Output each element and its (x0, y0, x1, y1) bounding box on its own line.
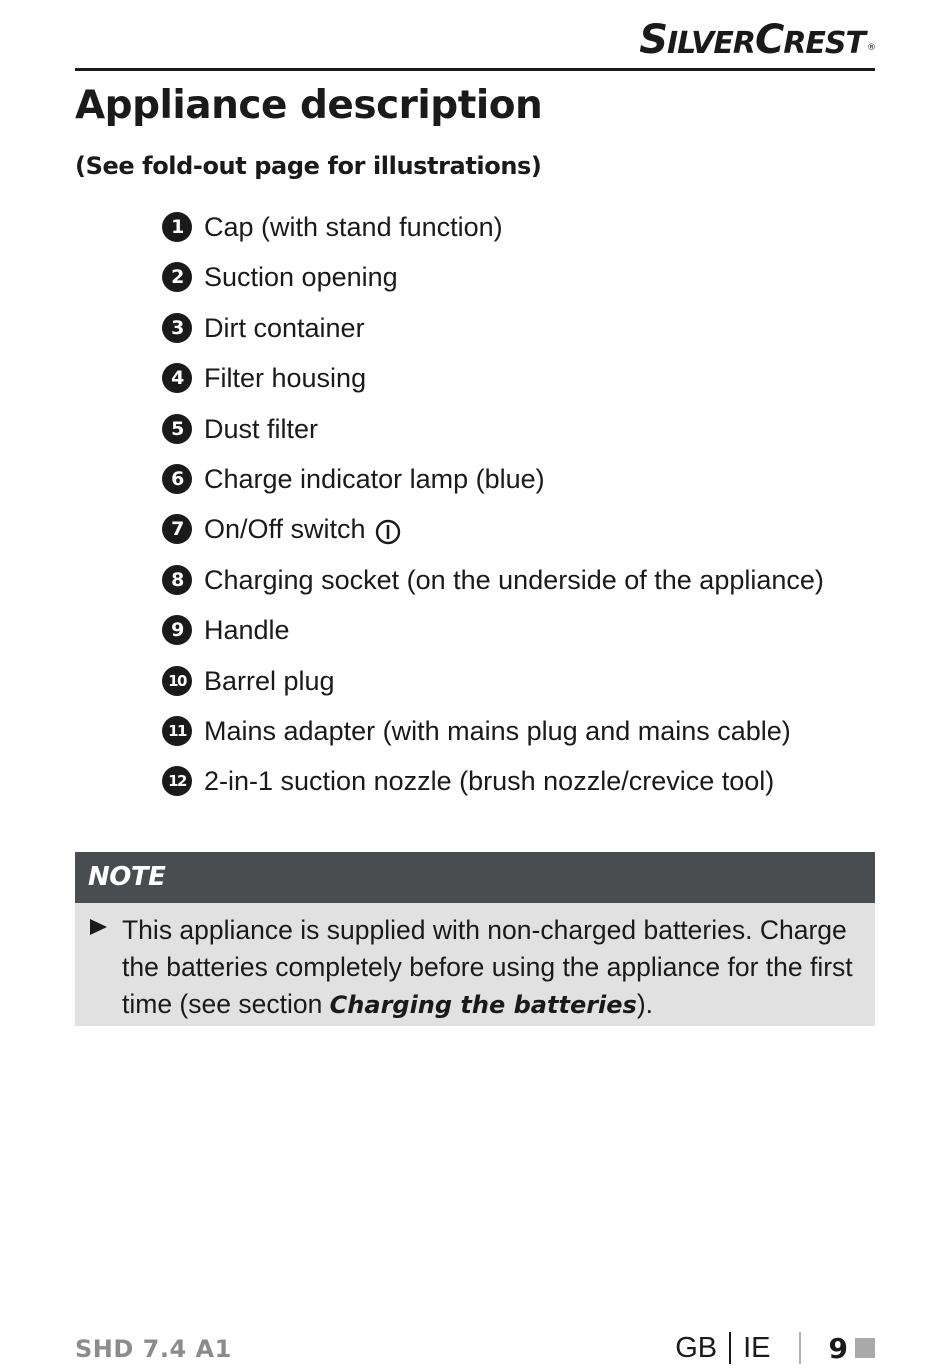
footer-page-info (675, 1328, 875, 1368)
list-item (162, 509, 824, 559)
page-title: Appliance description (75, 83, 543, 128)
part-label: Filter housing (204, 363, 367, 394)
part-label: On/Off switch (204, 514, 366, 545)
list-item (162, 661, 824, 711)
number-badge: 9 (162, 615, 192, 645)
brand-logo: SILVERCREST ® (639, 17, 875, 63)
part-label: Handle (204, 615, 290, 646)
number-badge: 6 (162, 464, 192, 494)
country-code-gb: GB (675, 1331, 718, 1364)
number-badge: 4 (162, 363, 192, 393)
note-heading: NOTE (75, 852, 875, 903)
note-body (75, 903, 875, 1024)
number-badge: 11 (162, 716, 192, 746)
part-label: 2-in-1 suction nozzle (brush nozzle/crevice tool) (204, 766, 775, 797)
country-code-ie: IE (743, 1331, 771, 1364)
page-marker (855, 1338, 875, 1358)
divider (729, 1332, 731, 1364)
subtitle: (See fold-out page for illustrations) (75, 152, 542, 180)
page-number: 9 (828, 1331, 848, 1365)
number-badge: 3 (162, 313, 192, 343)
note-box (75, 852, 875, 1026)
list-item (162, 459, 824, 509)
number-badge: 2 (162, 262, 192, 292)
number-badge: 7 (162, 514, 192, 544)
power-icon (375, 516, 401, 542)
divider (799, 1332, 801, 1364)
list-item (162, 409, 824, 459)
number-badge: 1 (162, 212, 192, 242)
note-text-end: ). (636, 989, 654, 1019)
number-badge: 10 (162, 666, 192, 696)
part-label: Charging socket (on the underside of the appliance) (204, 564, 824, 595)
list-item (162, 560, 824, 610)
part-label: Suction opening (204, 262, 398, 293)
note-emphasis: Charging the batteries (329, 991, 637, 1019)
list-item (162, 257, 824, 307)
list-item (162, 610, 824, 660)
footer-model: SHD 7.4 A1 (75, 1335, 232, 1363)
list-item (162, 761, 824, 811)
part-label: Charge indicator lamp (blue) (204, 463, 545, 494)
list-item (162, 358, 824, 408)
triangle-arrow-icon (90, 919, 107, 935)
list-item (162, 308, 824, 358)
number-badge: 12 (162, 766, 192, 796)
part-label: Cap (with stand function) (204, 212, 503, 242)
list-item (162, 207, 824, 257)
number-badge: 5 (162, 414, 192, 444)
list-item (162, 711, 824, 761)
part-label: Barrel plug (204, 665, 335, 696)
note-text: This appliance is supplied with non-charged batteries. Charge the batteries completely before using the appliance for the first time (see section (122, 915, 853, 1019)
part-label: Dirt container (204, 312, 365, 343)
parts-list (162, 207, 824, 812)
number-badge: 8 (162, 565, 192, 595)
part-label: Mains adapter (with mains plug and mains cable) (204, 715, 791, 746)
part-label: Dust filter (204, 413, 319, 444)
header-rule (75, 68, 875, 71)
